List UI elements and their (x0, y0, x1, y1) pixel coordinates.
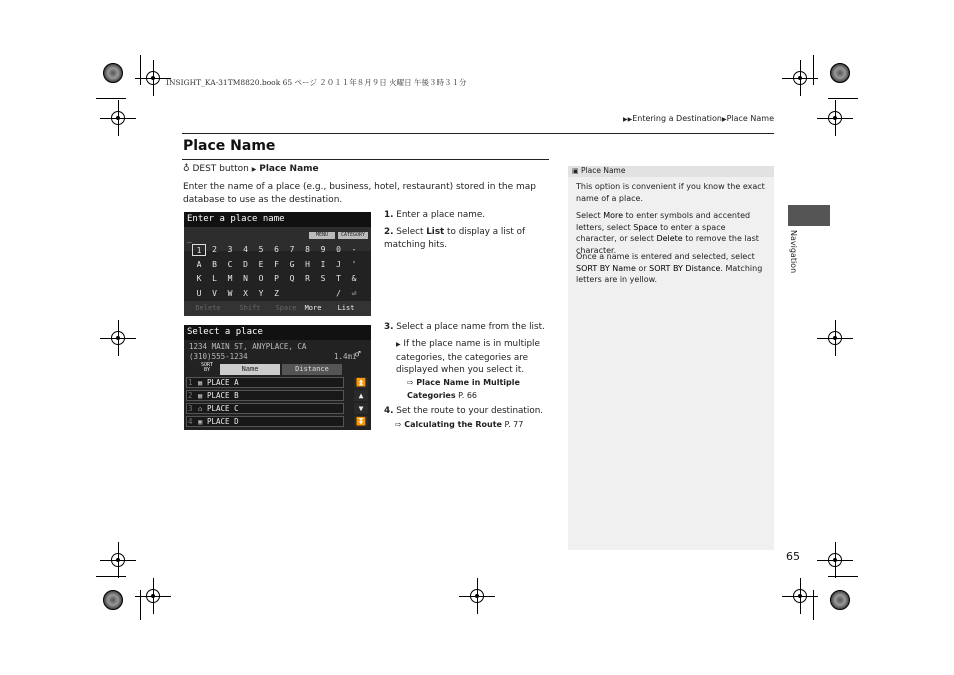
breadcrumb-current: Place Name (726, 114, 774, 123)
keyboard-key[interactable] (301, 288, 315, 300)
keyboard-key[interactable]: R (305, 274, 310, 283)
page-number: 65 (786, 550, 800, 563)
keyboard-key[interactable]: Y (258, 288, 264, 298)
menu-mini-button[interactable]: MENU (309, 232, 335, 239)
keyboard-key[interactable]: W (227, 288, 233, 298)
triangle-icon: ▶ (396, 341, 401, 348)
keyboard-key[interactable]: T (336, 274, 341, 283)
side-note-p2: Select More to enter symbols and accented letters, select Space to enter a space character, or select Delete to remove the last character. (576, 211, 759, 255)
triangle-icon: ▶▶ (622, 116, 633, 123)
keyboard-key[interactable]: 9 (320, 245, 326, 254)
place-address: 1234 MAIN ST, ANYPLACE, CA (189, 342, 307, 351)
keyboard-key[interactable] (285, 288, 299, 300)
step-1: 1. Enter a place name. (384, 210, 486, 220)
menu-icon: ♁ (183, 164, 190, 174)
keyboard-key[interactable]: ⏎ (351, 288, 357, 298)
keyboard-key[interactable]: 4 (243, 245, 248, 254)
step-3-reference[interactable]: ⇨ Place Name in Multiple Categories P. 66 (407, 378, 520, 400)
menu-path-item: Place Name (259, 164, 319, 174)
place-icon: ▣ (198, 418, 203, 426)
keyboard-key[interactable]: B (212, 259, 217, 269)
keyboard-key[interactable]: A (196, 259, 202, 269)
keyboard-key[interactable]: 6 (274, 245, 279, 254)
keyboard-key[interactable]: Z (274, 288, 279, 298)
keyboard-key[interactable]: J (336, 259, 341, 269)
keyboard-screen (184, 212, 371, 316)
keyboard-key[interactable]: S (320, 274, 326, 283)
more-key[interactable]: More (304, 304, 322, 312)
title-rule (182, 159, 549, 160)
top-rule (182, 133, 774, 134)
scroll-down-icon[interactable]: ▼ (354, 403, 368, 414)
place-icon: ⌂ (198, 405, 203, 413)
keyboard-key[interactable]: L (212, 274, 217, 283)
intro-text: Enter the name of a place (e.g., business, hotel, restaurant) stored in the map database to use as the destination. (183, 182, 536, 205)
page-down-icon[interactable]: ⏬ (354, 416, 368, 427)
keyboard-key[interactable]: M (227, 274, 233, 283)
menu-path-button: DEST button (192, 164, 249, 174)
screen-header: Select a place (184, 325, 371, 340)
input-cursor: _ (187, 234, 192, 243)
shift-key[interactable]: Shift (239, 304, 261, 312)
page-up-icon[interactable]: ⏫ (354, 377, 368, 388)
keyboard-key[interactable]: ' (351, 259, 357, 269)
registration-disc-icon (830, 590, 850, 610)
triangle-icon: ▶ (721, 116, 727, 123)
keyboard-key[interactable]: P (274, 274, 279, 283)
step-3-note: ▶ If the place name is in multiple categories, the categories are displayed when you select it. (396, 339, 540, 375)
list-item[interactable]: 1 ▦ PLACE A (186, 377, 344, 388)
side-note-p3: Once a name is entered and selected, select SORT BY Name or SORT BY Distance. Matching letters are in yellow. (576, 252, 763, 284)
keyboard-key[interactable]: E (258, 259, 264, 269)
list-item[interactable]: 3 ⌂ PLACE C (186, 403, 344, 414)
link-arrow-icon: ⇨ (395, 420, 402, 429)
print-header: INSIGHT_KA-31TM8820.book 65 ページ ２０１１年８月９日 火曜日 午後３時３１分 (166, 78, 467, 87)
menu-path (183, 164, 319, 174)
location-pin-icon: ♂ (355, 350, 361, 360)
keyboard-key[interactable]: G (289, 259, 295, 269)
step-2: 2. Select List to display a list of matching hits. (384, 227, 526, 250)
screen-header: Enter a place name (184, 212, 371, 227)
keyboard-key[interactable] (316, 288, 330, 300)
keyboard-key[interactable]: U (196, 288, 202, 298)
keyboard-key[interactable]: K (196, 274, 202, 283)
keyboard-key[interactable]: H (305, 259, 310, 269)
note-icon: ▣ (572, 167, 579, 175)
keyboard-key[interactable]: - (351, 245, 357, 254)
place-distance: 1.4mi (334, 352, 357, 361)
scroll-up-icon[interactable]: ▲ (354, 390, 368, 401)
breadcrumb-section: Entering a Destination (632, 114, 722, 123)
keyboard-key[interactable]: 7 (289, 245, 295, 254)
select-place-screen (184, 325, 371, 430)
space-key[interactable]: Space (275, 304, 297, 312)
keyboard-key[interactable]: X (243, 288, 248, 298)
keyboard-key[interactable]: / (336, 288, 341, 298)
keyboard-key[interactable]: & (351, 274, 357, 283)
keyboard-key[interactable]: 1 (192, 244, 206, 256)
step-3: 3. Select a place name from the list. (384, 322, 545, 332)
list-key[interactable]: List (337, 304, 355, 312)
keyboard-key[interactable]: C (227, 259, 233, 269)
category-mini-button[interactable]: CATEGORY (338, 232, 368, 239)
place-icon: ▦ (198, 379, 203, 387)
keyboard-key[interactable]: 5 (258, 245, 264, 254)
keyboard-key[interactable]: 2 (212, 245, 217, 254)
keyboard-key[interactable]: O (258, 274, 264, 283)
side-note-title: ▣ Place Name (572, 166, 626, 175)
keyboard-key[interactable]: F (274, 259, 279, 269)
section-tab-label: Navigation (789, 230, 798, 274)
keyboard-key[interactable]: 3 (227, 245, 233, 254)
keyboard-key[interactable]: V (212, 288, 217, 298)
keyboard-key[interactable]: I (320, 259, 326, 269)
triangle-icon: ▶ (251, 166, 257, 173)
side-note-p1: This option is convenient if you know the exact name of a place. (576, 182, 765, 203)
registration-disc-icon (103, 590, 123, 610)
sort-name-tab[interactable]: Name (220, 364, 280, 375)
keyboard-key[interactable]: 8 (305, 245, 310, 254)
sort-by-label: SORT BY (200, 362, 214, 373)
link-arrow-icon: ⇨ (407, 378, 414, 387)
keyboard-key[interactable]: N (243, 274, 248, 283)
place-phone: (310)555-1234 (189, 352, 248, 361)
sort-distance-tab[interactable]: Distance (282, 364, 342, 375)
list-item[interactable]: 2 ▦ PLACE B (186, 390, 344, 401)
step-4-reference[interactable]: ⇨ Calculating the Route P. 77 (395, 420, 524, 429)
list-item[interactable]: 4 ▣ PLACE D (186, 416, 344, 427)
keyboard-key[interactable]: 0 (336, 245, 341, 254)
breadcrumb (623, 114, 774, 123)
section-tab (788, 205, 830, 226)
registration-disc-icon (103, 63, 123, 83)
registration-disc-icon (830, 63, 850, 83)
keyboard-key[interactable]: D (243, 259, 248, 269)
page-title: Place Name (183, 138, 276, 154)
delete-key[interactable]: Delete (195, 304, 221, 312)
keyboard-key[interactable]: Q (289, 274, 295, 283)
place-icon: ▦ (198, 392, 203, 400)
step-4: 4. Set the route to your destination. (384, 406, 544, 416)
